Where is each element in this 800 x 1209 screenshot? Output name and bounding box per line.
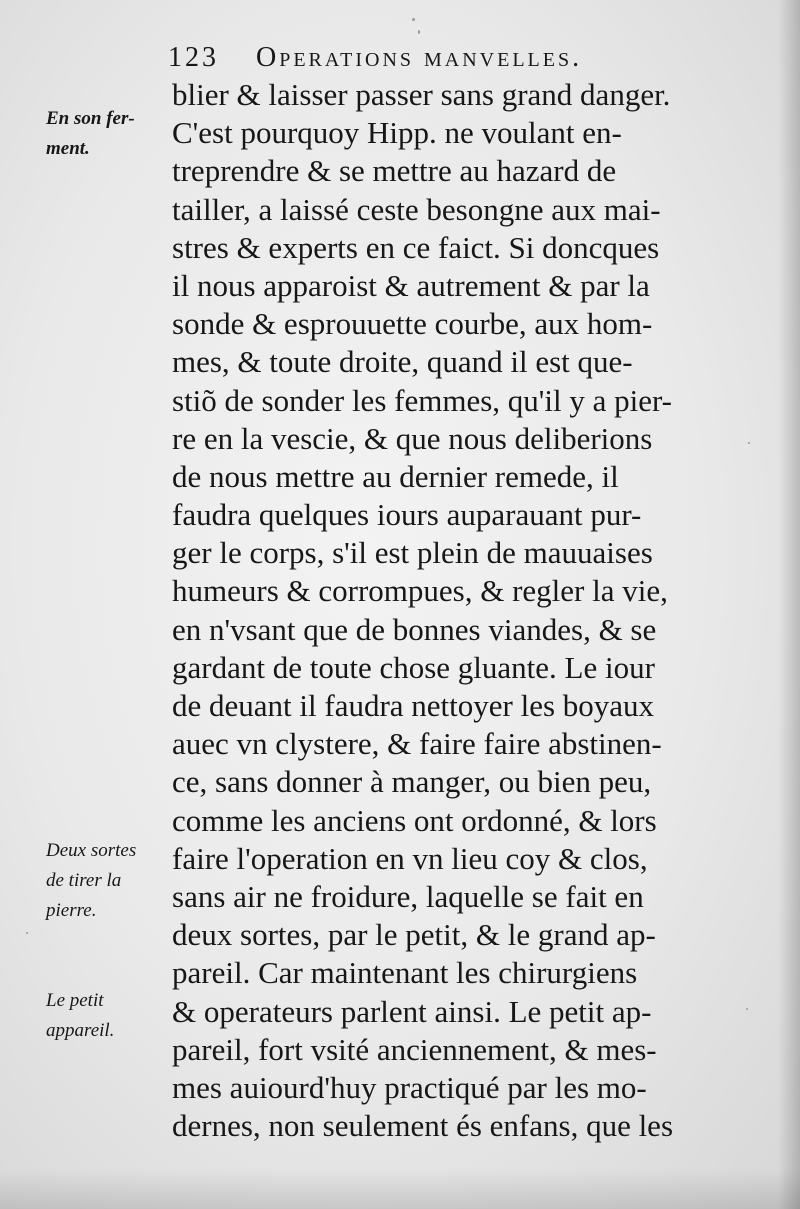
text-line: deux sortes, par le petit, & le grand ap- bbox=[172, 917, 656, 953]
text-line: re en la vescie, & que nous deliberions bbox=[172, 420, 653, 456]
text-line: pareil, fort vsité anciennement, & mes- bbox=[172, 1031, 657, 1067]
text-line: en n'vsant que de bonnes viandes, & se bbox=[172, 611, 657, 647]
margin-note-line: pierre. bbox=[46, 900, 97, 921]
text-line: treprendre & se mettre au hazard de bbox=[172, 153, 617, 189]
margin-note-ensonferment bbox=[46, 104, 166, 164]
text-line: mes, & toute droite, quand il est que- bbox=[172, 344, 633, 380]
text-line: pareil. Car maintenant les chirurgiens bbox=[172, 955, 638, 991]
text-line: blier & laisser passer sans grand danger. bbox=[172, 77, 671, 112]
margin-note-line: Le petit bbox=[46, 990, 104, 1011]
running-title: Operations manvelles. bbox=[256, 42, 583, 73]
text-line: dernes, non seulement és enfans, que les bbox=[172, 1108, 674, 1144]
text-line: ce, sans donner à manger, ou bien peu, bbox=[172, 764, 652, 800]
text-line: comme les anciens ont ordonné, & lors bbox=[172, 802, 657, 838]
text-line: il nous apparoist & autrement & par la bbox=[172, 267, 650, 303]
text-line: ger le corps, s'il est plein de mauuaises bbox=[172, 535, 653, 571]
text-line: gardant de toute chose gluante. Le iour bbox=[172, 649, 655, 685]
text-line: & operateurs parlent ainsi. Le petit ap- bbox=[172, 993, 652, 1029]
margin-note-line: appareil. bbox=[46, 1020, 115, 1041]
margin-note-line: Deux sortes bbox=[46, 840, 137, 861]
text-line: faudra quelques iours auparauant pur- bbox=[172, 497, 642, 533]
running-header bbox=[168, 42, 728, 78]
main-text-block bbox=[172, 76, 732, 1145]
text-line: stiõ de sonder les femmes, qu'il y a pier- bbox=[172, 382, 672, 418]
page-number: 123 bbox=[168, 42, 219, 73]
text-line: de deuant il faudra nettoyer les boyaux bbox=[172, 688, 655, 723]
text-line: humeurs & corrompues, & regler la vie, bbox=[172, 573, 668, 609]
margin-note-line: de tirer la bbox=[46, 870, 122, 891]
text-line: mes auiourd'huy practiqué par les mo- bbox=[172, 1069, 647, 1105]
margin-note-le-petit-appareil bbox=[46, 986, 166, 1046]
page-bottom-shadow bbox=[0, 1169, 800, 1209]
text-line: tailler, a laissé ceste besongne aux mai- bbox=[172, 191, 661, 227]
text-line: sonde & esprouuette courbe, aux hom- bbox=[172, 306, 653, 342]
text-line: de nous mettre au dernier remede, il bbox=[172, 458, 619, 494]
page-edge-shadow bbox=[778, 0, 800, 1209]
text-line: stres & experts en ce faict. Si doncques bbox=[172, 229, 660, 265]
margin-note-line: En son fer- bbox=[46, 108, 135, 129]
text-line: C'est pourquoy Hipp. ne voulant en- bbox=[172, 115, 622, 151]
text-line: sans air ne froidure, laquelle se fait en bbox=[172, 878, 644, 914]
margin-note-line: ment. bbox=[46, 138, 90, 159]
margin-note-deux-sortes bbox=[46, 836, 166, 926]
text-line: faire l'operation en vn lieu coy & clos, bbox=[172, 840, 648, 876]
text-line: auec vn clystere, & faire faire abstinen- bbox=[172, 726, 662, 762]
